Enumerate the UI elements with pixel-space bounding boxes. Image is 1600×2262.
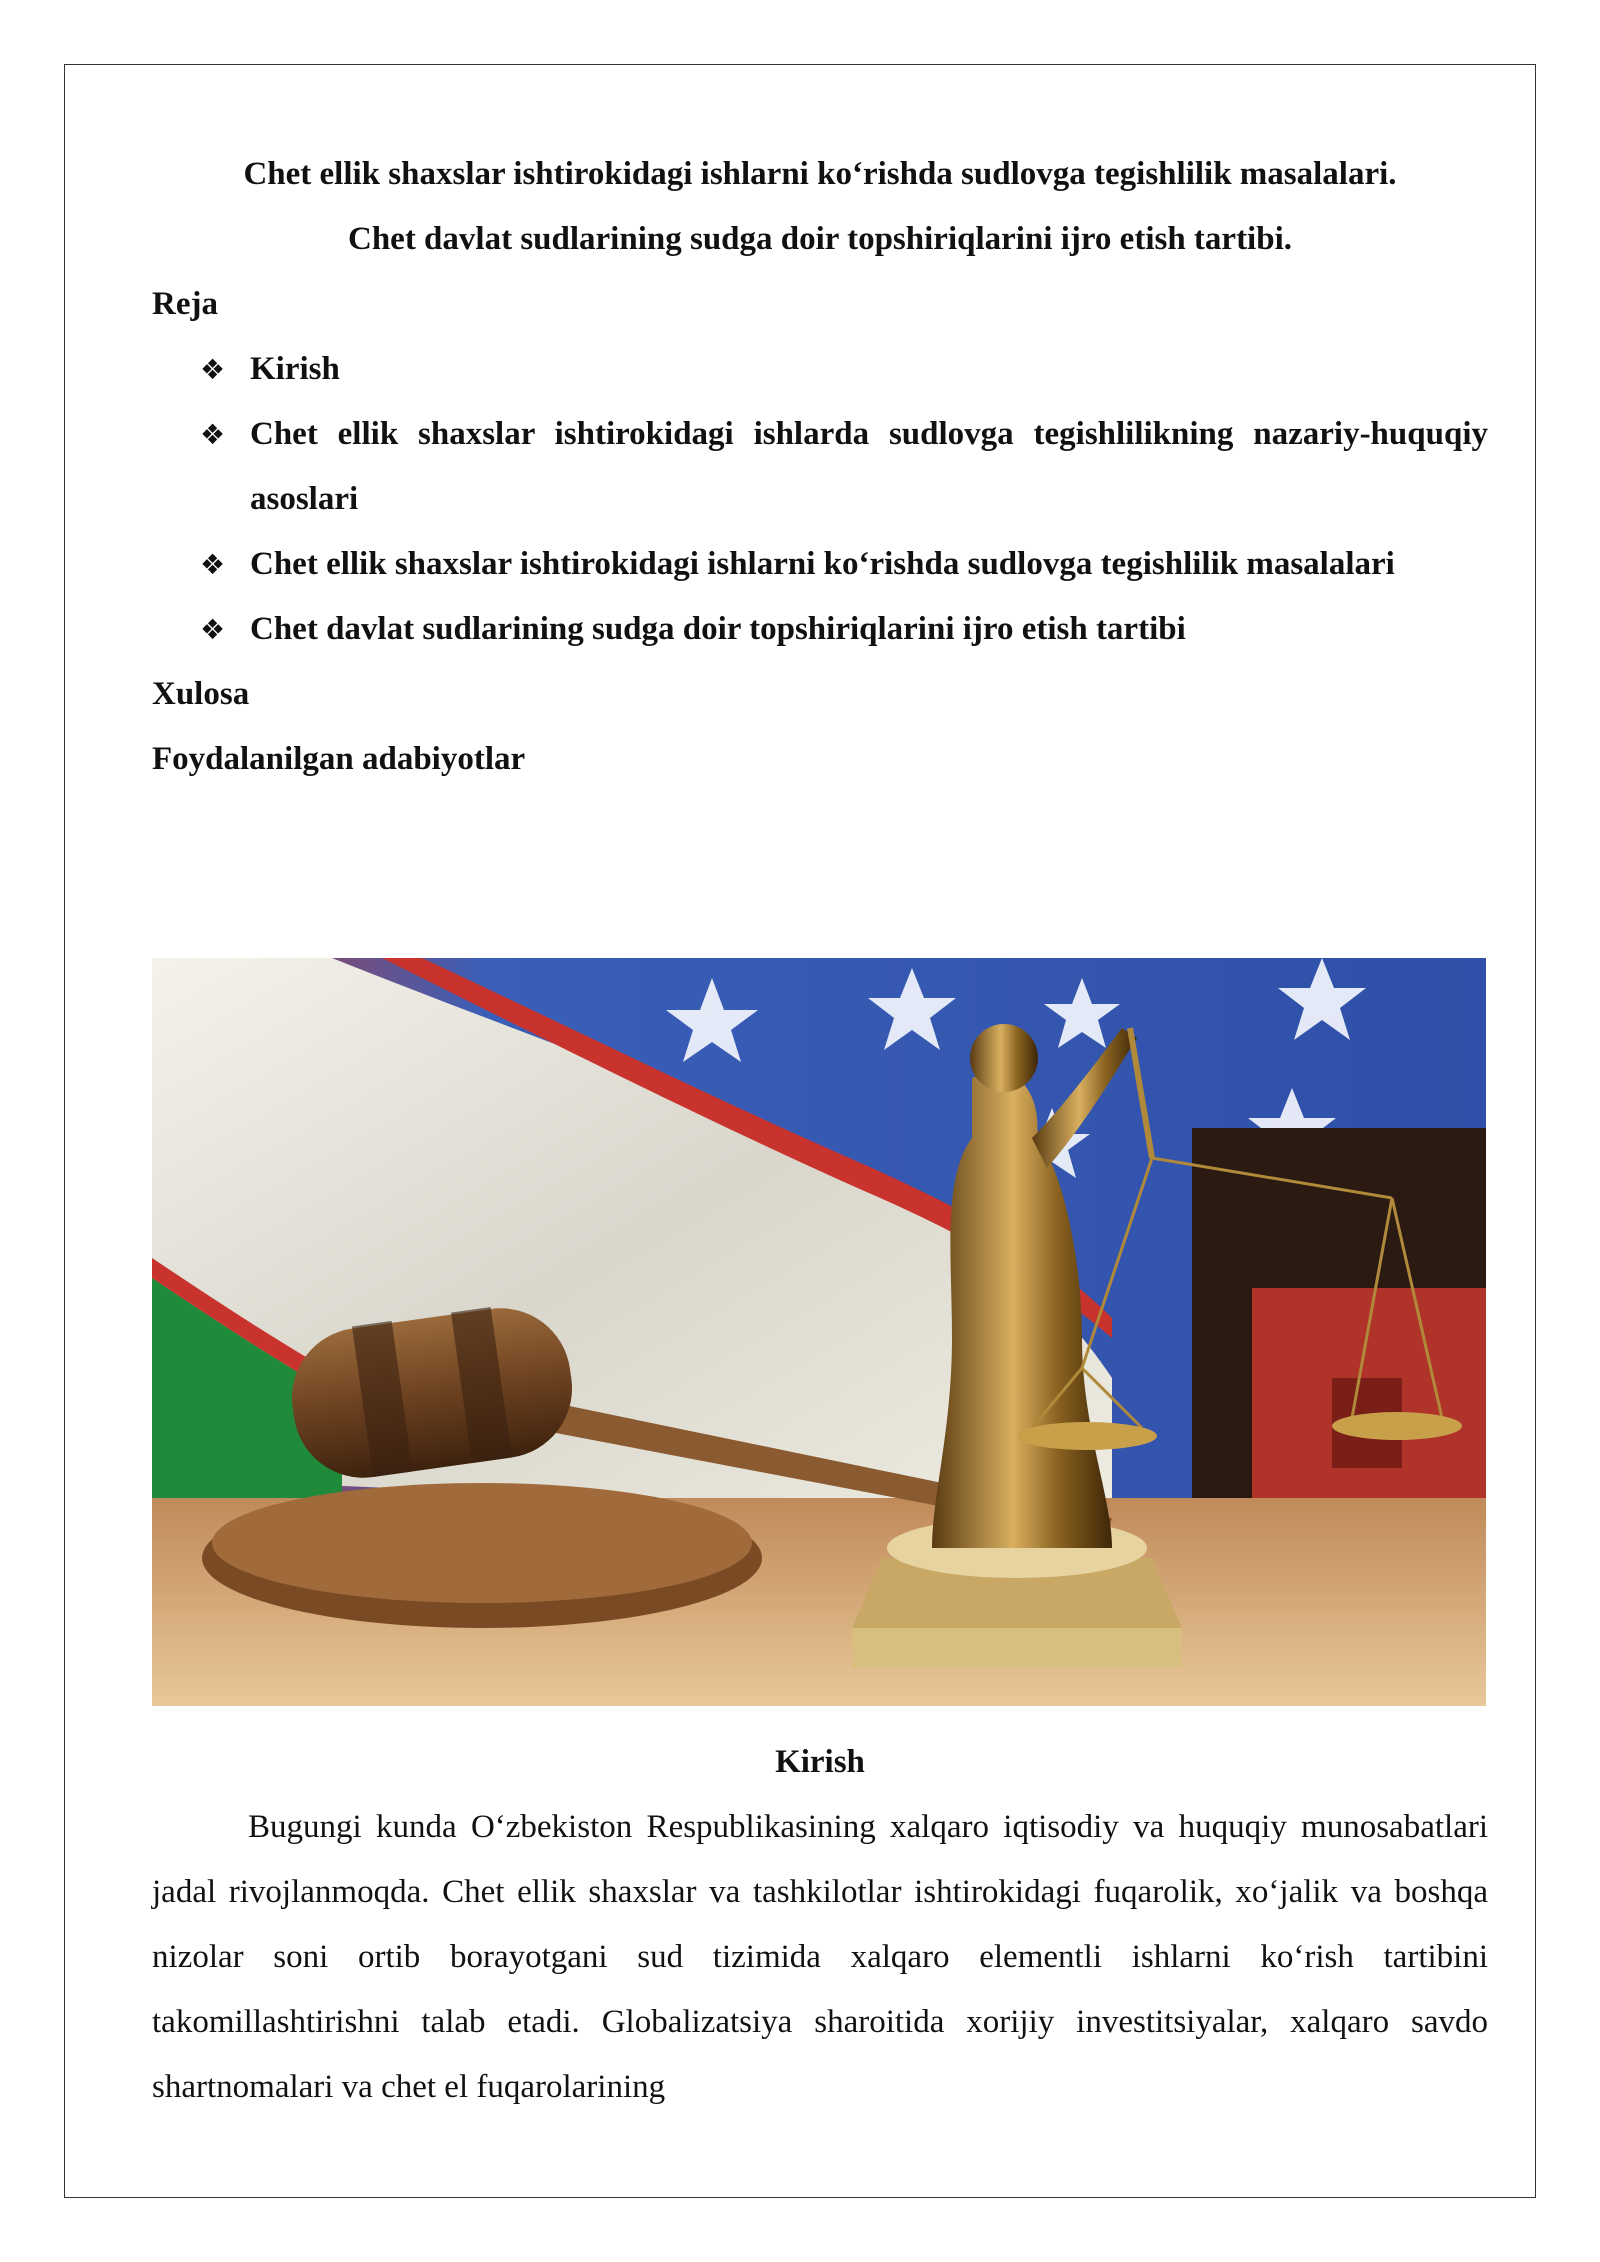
document-content: [152, 142, 1488, 792]
plan-item-text: Kirish: [250, 351, 340, 387]
intro-paragraph: Bugungi kunda O‘zbekiston Respublikasining xalqaro iqtisodiy va huquqiy munosabatlari jadal rivojlanmoqda. Chet ellik shaxslar va tashkilotlar ishtirokidagi fuqarolik, xo‘jalik va boshqa nizolar soni ortib borayotgani sud tizimida xalqaro elementli ishlarni ko‘rish tartibini takomillashtirishni talab etadi. Globalizatsiya sharoitida xorijiy investitsiyalar, xalqaro savdo shartnomalari va chet el fuqarolarining: [152, 1809, 1488, 2105]
diamond-bullet-icon: ❖: [200, 353, 226, 386]
plan-item: [152, 337, 1488, 402]
plan-item: [152, 597, 1488, 662]
document-title-line-2: Chet davlat sudlarining sudga doir topshiriqlarini ijro etish tartibi.: [347, 221, 1292, 257]
diamond-bullet-icon: ❖: [200, 613, 226, 646]
plan-item: [152, 532, 1488, 597]
references-label: Foydalanilgan adabiyotlar: [152, 741, 526, 777]
section-heading: Kirish: [775, 1744, 865, 1780]
plan-item-text: Chet davlat sudlarining sudga doir topshiriqlarini ijro etish tartibi: [250, 611, 1186, 647]
plan-list: [152, 337, 1488, 662]
diamond-bullet-icon: ❖: [200, 548, 226, 581]
document-title-line-1: Chet ellik shaxslar ishtirokidagi ishlarni ko‘rishda sudlovga tegishlilik masalalari.: [243, 156, 1397, 192]
diamond-bullet-icon: ❖: [200, 418, 226, 451]
plan-item-text: Chet ellik shaxslar ishtirokidagi ishlarni ko‘rishda sudlovga tegishlilik masalalari: [250, 546, 1395, 582]
plan-label: Reja: [152, 286, 218, 322]
plan-item: [152, 402, 1488, 532]
conclusion-label: Xulosa: [152, 676, 250, 712]
plan-item-text: Chet ellik shaxslar ishtirokidagi ishlarda sudlovga tegishlilikning nazariy-huquqiy asoslari: [250, 416, 1488, 517]
justice-statue-gavel-flag-image: [152, 958, 1486, 1706]
